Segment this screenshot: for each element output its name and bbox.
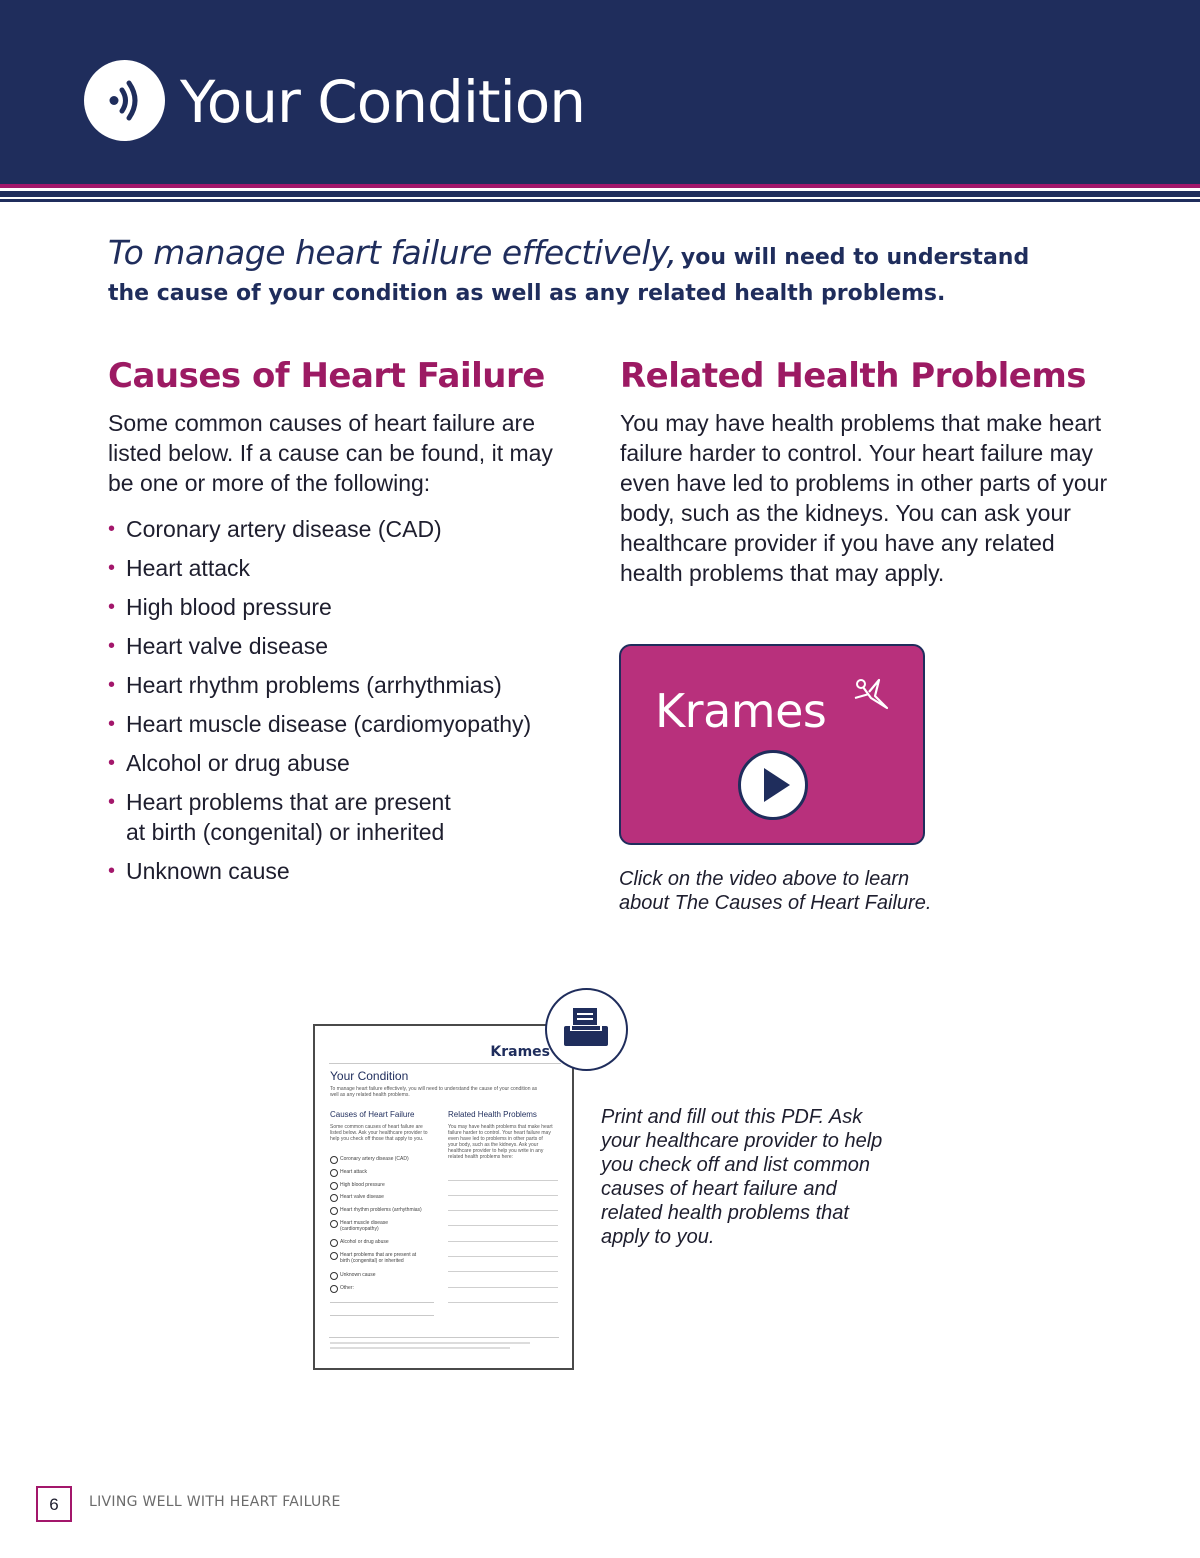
divider: [448, 1241, 558, 1242]
pdf-fine-print: [330, 1342, 530, 1344]
bullet-icon: •: [108, 713, 116, 735]
bullet-icon: •: [108, 557, 116, 579]
sound-waves-icon: [84, 60, 165, 141]
hummingbird-icon: [849, 672, 893, 716]
page-title: Your Condition: [180, 68, 586, 136]
bullet-icon: •: [108, 752, 116, 774]
causes-heading: Causes of Heart Failure: [108, 356, 545, 396]
pdf-fine-print: [330, 1347, 510, 1349]
list-item: • High blood pressure: [108, 594, 332, 620]
play-icon[interactable]: [738, 750, 808, 820]
pdf-left-body: Some common causes of heart failure are listed below. Ask your healthcare provider to help you check off those that apply to you.: [330, 1124, 428, 1142]
pdf-checkbox: Coronary artery disease (CAD): [330, 1156, 440, 1162]
causes-list: [108, 514, 568, 895]
bullet-icon: •: [108, 518, 116, 540]
list-item: • Alcohol or drug abuse: [108, 750, 350, 776]
pdf-checkbox: Heart muscle disease (cardiomyopathy): [330, 1220, 400, 1232]
divider: [330, 1315, 434, 1316]
divider: [329, 1063, 561, 1064]
divider: [330, 1302, 434, 1303]
bullet-icon: •: [108, 791, 116, 813]
list-item: • Heart problems that are present at birth (congenital) or inherited: [108, 789, 451, 845]
krames-logo: Krames: [655, 684, 827, 738]
divider: [448, 1225, 558, 1226]
list-item: • Coronary artery disease (CAD): [108, 516, 442, 542]
pdf-caption: Print and fill out this PDF. Ask your healthcare provider to help you check off and list common causes of heart failure and related health problems that apply to you.: [601, 1106, 883, 1248]
divider: [448, 1287, 558, 1288]
list-item: • Heart attack: [108, 555, 250, 581]
page-number: 6: [36, 1486, 72, 1522]
bullet-icon: •: [108, 674, 116, 696]
divider: [448, 1210, 558, 1211]
pdf-checkbox: High blood pressure: [330, 1182, 440, 1188]
list-item: • Heart rhythm problems (arrhythmias): [108, 672, 502, 698]
pdf-title: Your Condition: [330, 1069, 409, 1083]
pdf-checkbox: Alcohol or drug abuse: [330, 1239, 440, 1245]
pdf-right-body: You may have health problems that make heart failure harder to control. Your heart failure may even have led to problems in other parts of your body, such as the kidneys. Ask your healthcare provider to help you write in any related health problems here:: [448, 1124, 553, 1160]
pdf-intro: To manage heart failure effectively, you will need to understand the cause of your condition as well as any related health problems.: [330, 1086, 538, 1098]
list-item: • Heart muscle disease (cardiomyopathy): [108, 711, 532, 737]
divider: [448, 1302, 558, 1303]
intro-paragraph: [108, 233, 1068, 313]
pdf-left-heading: Causes of Heart Failure: [330, 1110, 415, 1119]
video-player[interactable]: [619, 644, 925, 845]
pdf-checkbox: Other:: [330, 1285, 440, 1291]
printer-icon[interactable]: [545, 988, 628, 1071]
bullet-icon: •: [108, 635, 116, 657]
pdf-checkbox: Heart problems that are present at birth (congenital) or inherited: [330, 1252, 425, 1264]
bullet-icon: •: [108, 596, 116, 618]
header-stripe: [0, 199, 1200, 202]
causes-body: Some common causes of heart failure are listed below. If a cause can be found, it may be one or more of the following:: [108, 410, 553, 496]
pdf-checkbox: Heart valve disease: [330, 1194, 440, 1200]
intro-italic: To manage heart failure effectively,: [108, 233, 677, 272]
divider: [448, 1271, 558, 1272]
divider: [448, 1195, 558, 1196]
pdf-brand: Krames: [490, 1044, 550, 1060]
pdf-thumbnail[interactable]: [313, 1024, 574, 1370]
bullet-icon: •: [108, 860, 116, 882]
related-body: You may have health problems that make heart failure harder to control. Your heart failure may even have led to problems in other parts of your body, such as the kidneys. You can ask your healthcare provider if you have any related health problems that may apply.: [620, 410, 1108, 586]
pdf-checkbox: Heart rhythm problems (arrhythmias): [330, 1207, 440, 1213]
footer-title: LIVING WELL WITH HEART FAILURE: [89, 1494, 341, 1510]
list-item: • Unknown cause: [108, 858, 290, 884]
video-caption: Click on the video above to learn about The Causes of Heart Failure.: [619, 868, 932, 914]
pdf-right-heading: Related Health Problems: [448, 1110, 537, 1119]
divider: [448, 1256, 558, 1257]
intro-bold: you will need to understand the cause of your condition as well as any related health problems.: [108, 245, 1030, 306]
pdf-checkbox: Heart attack: [330, 1169, 440, 1175]
related-heading: Related Health Problems: [620, 356, 1086, 396]
divider: [448, 1180, 558, 1181]
list-item: • Heart valve disease: [108, 633, 328, 659]
divider: [329, 1337, 559, 1338]
pdf-checkbox: Unknown cause: [330, 1272, 440, 1278]
